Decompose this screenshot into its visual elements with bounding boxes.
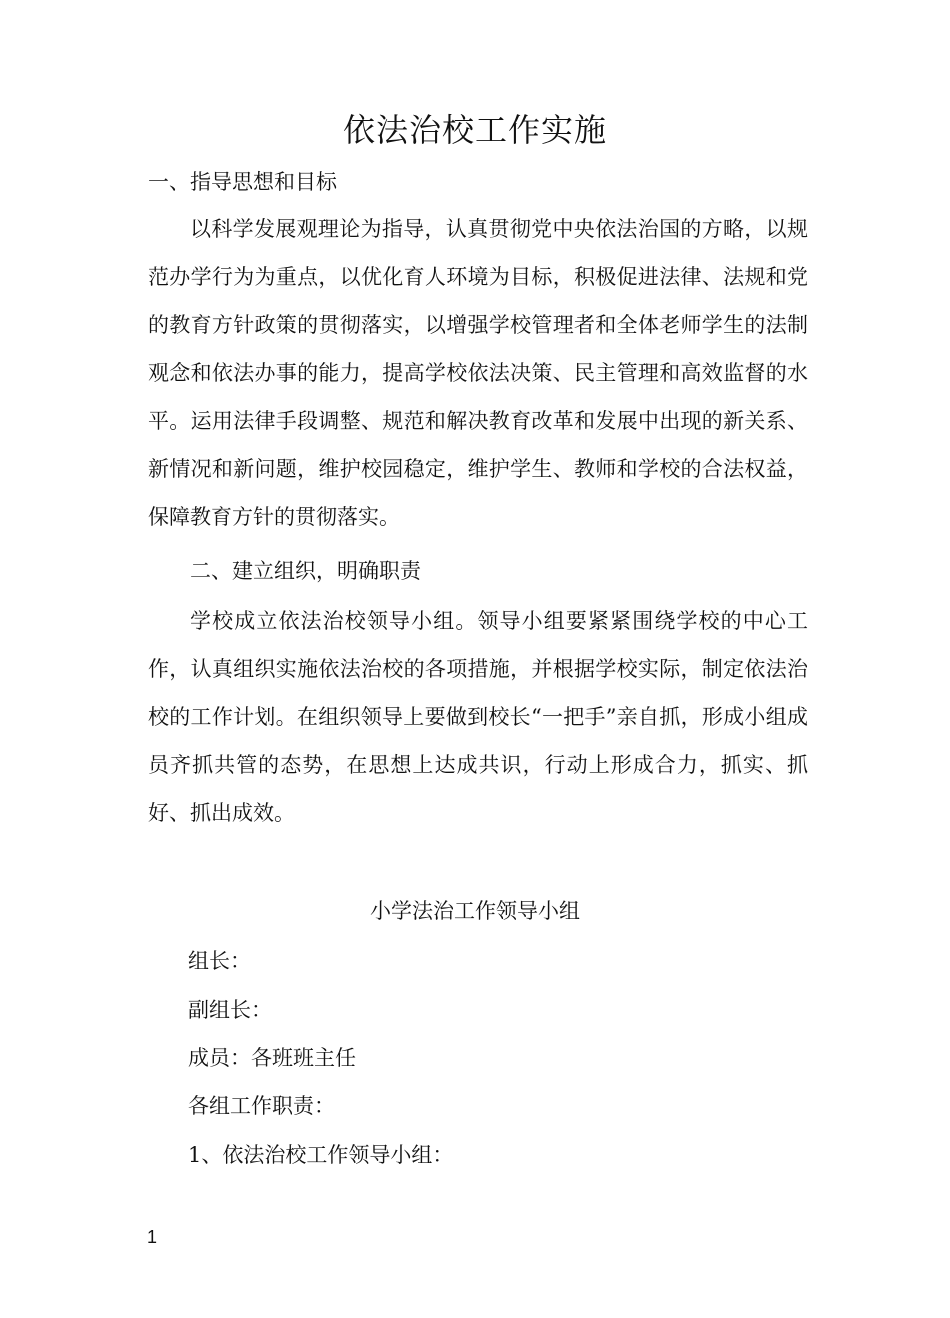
section-1-heading: 一、指导思想和目标	[148, 170, 337, 194]
leader-line: 组长：	[188, 949, 251, 973]
section-1-paragraph: 以科学发展观理论为指导，认真贯彻党中央依法治国的方略，以规范办学行为为重点，以优化育人环境为目标，积极促进法律、法规和党的教育方针政策的贯彻落实，以增强学校管理者和全体老师学生的法制观念和依法办事的能力，提高学校依法决策、民主管理和高效监督的水平。运用法律手段调整、规范和解决教育改革和发展中出现的新关系、新情况和新问题，维护校园稳定，维护学生、教师和学校的合法权益，保障教育方针的贯彻落实。	[148, 217, 808, 529]
document-title: 依法治校工作实施	[342, 111, 607, 149]
deputy-leader-line: 副组长：	[188, 998, 272, 1022]
duty-item-1: 1、依法治校工作领导小组：	[188, 1143, 454, 1167]
section-2-heading: 二、建立组织，明确职责	[190, 559, 421, 583]
section-2-paragraph: 学校成立依法治校领导小组。领导小组要紧紧围绕学校的中心工作，认真组织实施依法治校的各项措施，并根据学校实际，制定依法治校的工作计划。在组织领导上要做到校长“一把手”亲自抓，形成小组成员齐抓共管的态势，在思想上达成共识，行动上形成合力，抓实、抓好、抓出成效。	[148, 609, 808, 825]
group-title: 小学法治工作领导小组	[370, 899, 580, 923]
page-number: 1	[147, 1227, 158, 1247]
members-line: 成员：各班班主任	[188, 1046, 356, 1070]
duties-heading: 各组工作职责：	[188, 1094, 335, 1118]
